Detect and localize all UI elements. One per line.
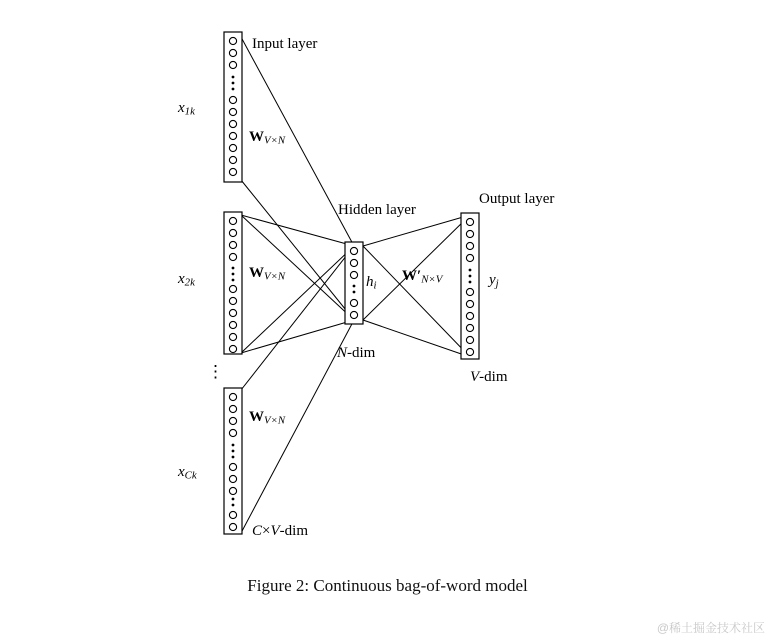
weight-matrix-top-symbol: W (249, 129, 264, 145)
xck-subscript: Ck (184, 469, 197, 482)
x2k-label (178, 271, 195, 289)
x1k-symbol: x (178, 100, 185, 116)
output-layer-box (461, 213, 479, 359)
output-layer-label: Output layer (479, 191, 555, 207)
output-vector-subscript: j (495, 277, 499, 290)
hidden-vector-subscript: i (373, 279, 377, 292)
output-vector-symbol: y (489, 272, 496, 288)
hidden-layer-label: Hidden layer (338, 202, 416, 218)
x1k-label (178, 100, 195, 118)
figure-caption: Figure 2: Continuous bag-of-word model (247, 576, 528, 595)
weight-matrix-mid-symbol: W (249, 265, 264, 281)
x2k-symbol: x (178, 271, 185, 287)
weight-matrix-top-subscript: V×N (264, 134, 286, 147)
input-layer-middle-box (224, 212, 242, 354)
xck-symbol: x (178, 464, 185, 480)
output-weight-matrix-subscript: N×V (421, 273, 443, 286)
x1k-subscript: 1k (184, 105, 195, 118)
input-layer-bottom-box (224, 388, 242, 534)
n-dim-label: N-dim (337, 345, 376, 361)
output-vector-label (489, 272, 499, 290)
cv-dim-label: C×V-dim (252, 523, 308, 539)
input-layer-label: Input layer (252, 36, 318, 52)
v-dim-label: V-dim (470, 369, 508, 385)
hidden-vector-label (366, 274, 377, 292)
xck-label (178, 464, 197, 482)
input-layer-top-box (224, 32, 242, 182)
output-weight-matrix-symbol: W′ (402, 268, 422, 284)
hidden-layer-box (345, 242, 363, 324)
weight-matrix-bot-symbol: W (249, 409, 264, 425)
x2k-subscript: 2k (184, 276, 195, 289)
weight-matrix-mid-subscript: V×N (264, 270, 286, 283)
output-weight-matrix-label (402, 268, 442, 286)
weight-matrix-bot-subscript: V×N (264, 414, 286, 427)
weight-matrix-mid-label (249, 265, 285, 283)
input-layers-ellipsis: ⋮ (207, 362, 224, 381)
watermark-label: @稀土掘金技术社区 (656, 621, 765, 635)
hidden-vector-symbol: h (366, 274, 374, 290)
weight-matrix-top-label (249, 129, 285, 147)
weight-matrix-bot-label (249, 409, 285, 427)
